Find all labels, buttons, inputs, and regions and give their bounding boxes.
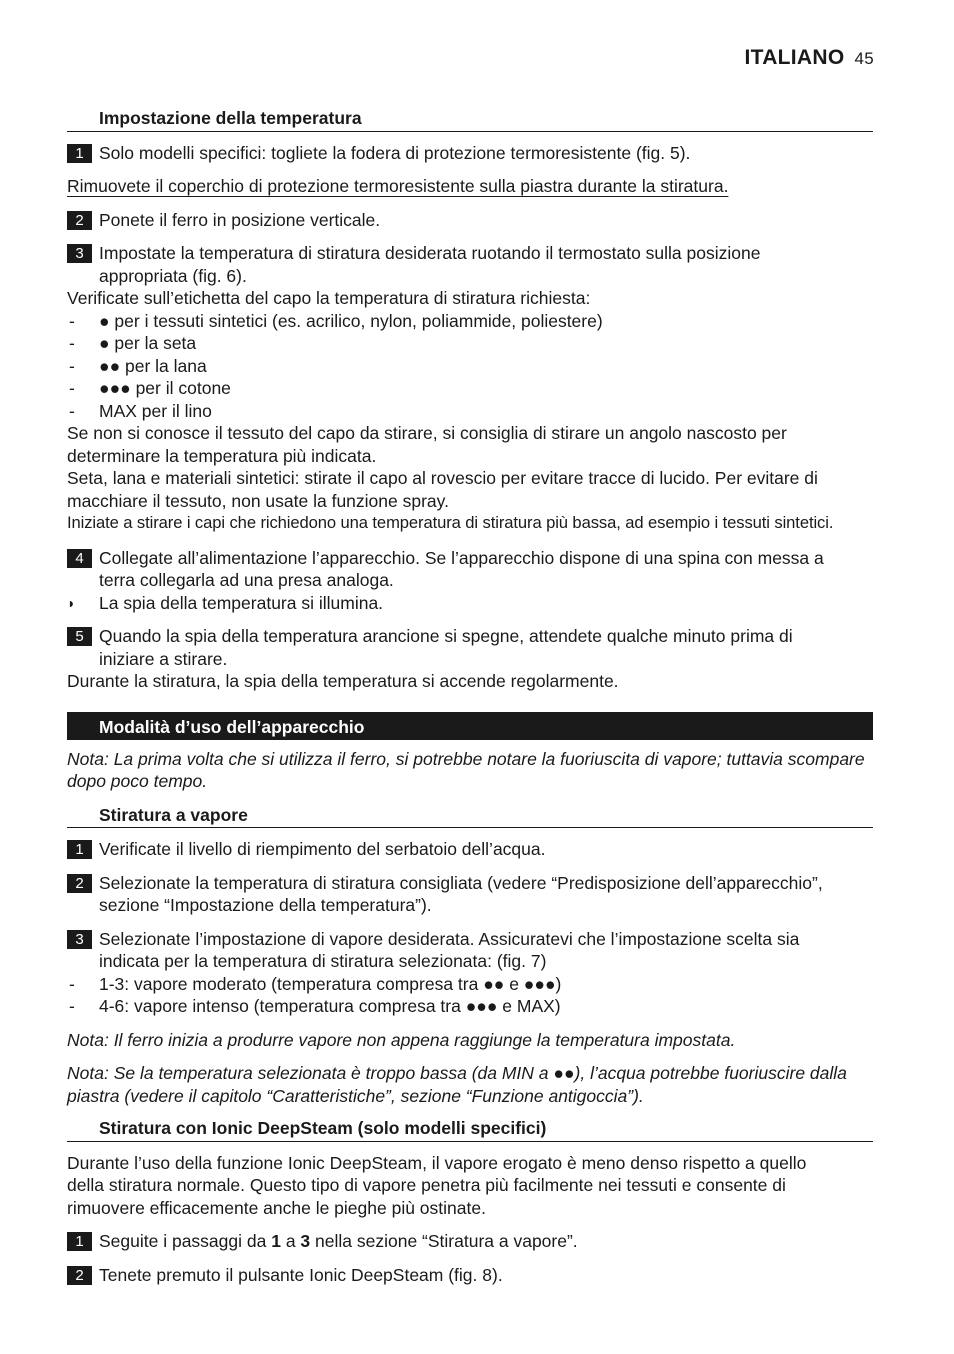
- dash-mark: -: [69, 355, 75, 376]
- section-heading-usage: Modalità d’uso dell’apparecchio: [67, 712, 873, 740]
- list-item-text: 4-6: vapore intenso (temperatura compresa tra ●●● e MAX): [99, 996, 561, 1016]
- page-number: 45: [854, 49, 874, 68]
- list-item-text: ●●● per il cotone: [99, 378, 231, 398]
- step-number: 1: [67, 1232, 92, 1251]
- step-text-line: Impostate la temperatura di stiratura desiderata ruotando il termostato sulla posizione: [99, 243, 761, 263]
- section-heading-deepsteam: Stiratura con Ionic DeepSteam (solo modelli specifici): [67, 1117, 873, 1142]
- step-2-recommended-temp: [67, 872, 873, 917]
- page-header: [744, 47, 874, 71]
- step-text-line: iniziare a stirare.: [99, 648, 228, 669]
- step-number: 2: [67, 874, 92, 893]
- step-text-line: indicata per la temperatura di stiratura selezionata: (fig. 7): [99, 951, 547, 971]
- dash-mark: -: [69, 333, 75, 353]
- dash-mark: -: [69, 973, 75, 994]
- list-item: [67, 400, 873, 423]
- step-2-hold-button: [67, 1264, 873, 1287]
- paragraph-silk-wool: [67, 467, 873, 512]
- step-number: 3: [67, 930, 92, 949]
- section-heading-steam: Stiratura a vapore: [67, 804, 873, 829]
- step-text-line: Quando la spia della temperatura arancione si spegne, attendete qualche minuto prima di: [99, 626, 793, 646]
- check-label: Verificate sull’etichetta del capo la temperatura di stiratura richiesta:: [67, 288, 591, 308]
- list-item: [67, 355, 873, 378]
- step-text: Solo modelli specifici: togliete la fodera di protezione termoresistente (fig. 5).: [99, 142, 691, 163]
- list-item: [67, 377, 873, 400]
- result-text: La spia della temperatura si illumina.: [99, 592, 384, 613]
- step-5-wait: [67, 625, 873, 670]
- list-item-text: ●● per la lana: [99, 355, 207, 376]
- step-number: 2: [67, 211, 92, 230]
- paragraph-line: rimuovere efficacemente anche le pieghe più ostinate.: [67, 1197, 486, 1218]
- paragraph-light-cycles: Durante la stiratura, la spia della temperatura si accende regolarmente.: [67, 671, 619, 691]
- list-item: [67, 973, 873, 996]
- note-low-temp: [67, 1062, 873, 1107]
- step-3-steam-setting: [67, 928, 873, 973]
- dash-mark: -: [69, 996, 75, 1016]
- step-text-line: terra collegarla ad una presa analoga.: [99, 570, 394, 590]
- section-heading-temperature: Impostazione della temperatura: [67, 107, 873, 132]
- note-line: Nota: La prima volta che si utilizza il ferro, si potrebbe notare la fuoriuscita di vapore; tuttavia scompare: [67, 748, 865, 769]
- step-1-cover: [67, 142, 873, 165]
- step-text-line: appropriata (fig. 6).: [99, 265, 247, 286]
- step-number: 1: [67, 840, 92, 859]
- step-4-power: [67, 547, 873, 592]
- step-number: 5: [67, 627, 92, 646]
- paragraph-line: Se non si conosce il tessuto del capo da stirare, si consiglia di stirare un angolo nascosto per: [67, 423, 787, 443]
- paragraph-line: macchiare il tessuto, non usate la funzione spray.: [67, 490, 449, 511]
- language-label: ITALIANO: [744, 46, 845, 69]
- list-item: [67, 995, 873, 1018]
- list-item: [67, 310, 873, 333]
- list-item-text: MAX per il lino: [99, 400, 212, 421]
- step-text-line: Selezionate la temperatura di stiratura consigliata (vedere “Predisposizione dell’apparecchio”,: [99, 872, 823, 893]
- step-2-vertical: [67, 209, 873, 232]
- step-text-pre: Seguite i passaggi da: [99, 1231, 272, 1251]
- step-ref-first: 1: [271, 1231, 281, 1251]
- result-arrow-icon: ◗: [67, 594, 76, 611]
- list-item-text: ● per la seta: [99, 333, 197, 353]
- step-number: 1: [67, 144, 92, 163]
- page-content: [67, 107, 873, 1297]
- underlined-text: Rimuovete il coperchio di protezione termoresistente sulla piastra durante la stiratura.: [67, 176, 729, 196]
- step-text-mid: a: [280, 1231, 301, 1251]
- note-line: piastra (vedere il capitolo “Caratteristiche”, sezione “Funzione antigoccia”).: [67, 1085, 644, 1106]
- dash-mark: -: [69, 400, 75, 421]
- paragraph-start-low: Iniziate a stirare i capi che richiedono una temperatura di stiratura più bassa, ad esempio i tessuti sintetici.: [67, 513, 834, 532]
- paragraph-line: determinare la temperatura più indicata.: [67, 445, 377, 466]
- paragraph-line: Seta, lana e materiali sintetici: stirate il capo al rovescio per evitare tracce di lucido. Per evitare di: [67, 468, 818, 488]
- paragraph-deepsteam: [67, 1152, 873, 1220]
- step-number: 2: [67, 1266, 92, 1285]
- paragraph-line: Durante l’uso della funzione Ionic DeepSteam, il vapore erogato è meno denso rispetto a quello: [67, 1152, 807, 1173]
- step-text-line: Selezionate l’impostazione di vapore desiderata. Assicuratevi che l’impostazione scelta sia: [99, 928, 800, 949]
- step-text: Verificate il livello di riempimento del serbatoio dell’acqua.: [99, 839, 546, 859]
- dash-mark: -: [69, 310, 75, 331]
- note-line: Nota: Se la temperatura selezionata è troppo bassa (da MIN a ●●), l’acqua potrebbe fuoriuscire dalla: [67, 1063, 847, 1083]
- step-ref-last: 3: [300, 1231, 311, 1251]
- list-item-text: ● per i tessuti sintetici (es. acrilico, nylon, poliammide, poliestere): [99, 310, 603, 331]
- underlined-instruction: [67, 175, 873, 209]
- step-text-line: sezione “Impostazione della temperatura”).: [99, 895, 432, 915]
- dash-mark: -: [69, 378, 75, 398]
- step-text-line: Collegate all’alimentazione l’apparecchio. Se l’apparecchio dispone di una spina con messa a: [99, 547, 824, 568]
- note-line: dopo poco tempo.: [67, 771, 208, 791]
- step-3-thermostat: [67, 242, 873, 287]
- paragraph-line: della stiratura normale. Questo tipo di vapore penetra più facilmente nei tessuti e consente di: [67, 1175, 786, 1195]
- step-text-post: nella sezione “Stiratura a vapore”.: [310, 1231, 578, 1251]
- step-number: 3: [67, 244, 92, 263]
- step-1-follow-steps: [67, 1230, 873, 1253]
- paragraph-unknown-fabric: [67, 422, 873, 467]
- list-item: [67, 332, 873, 355]
- note-steam-start: Nota: Il ferro inizia a produrre vapore non appena raggiunge la temperatura impostata.: [67, 1029, 736, 1050]
- list-item-text: 1-3: vapore moderato (temperatura compresa tra ●● e ●●●): [99, 973, 562, 994]
- result-light-on: [67, 592, 873, 615]
- step-text: Tenete premuto il pulsante Ionic DeepSteam (fig. 8).: [99, 1264, 503, 1285]
- step-text: Ponete il ferro in posizione verticale.: [99, 209, 381, 230]
- step-number: 4: [67, 549, 92, 568]
- note-first-use: [67, 748, 873, 793]
- step-1-water-level: [67, 838, 873, 861]
